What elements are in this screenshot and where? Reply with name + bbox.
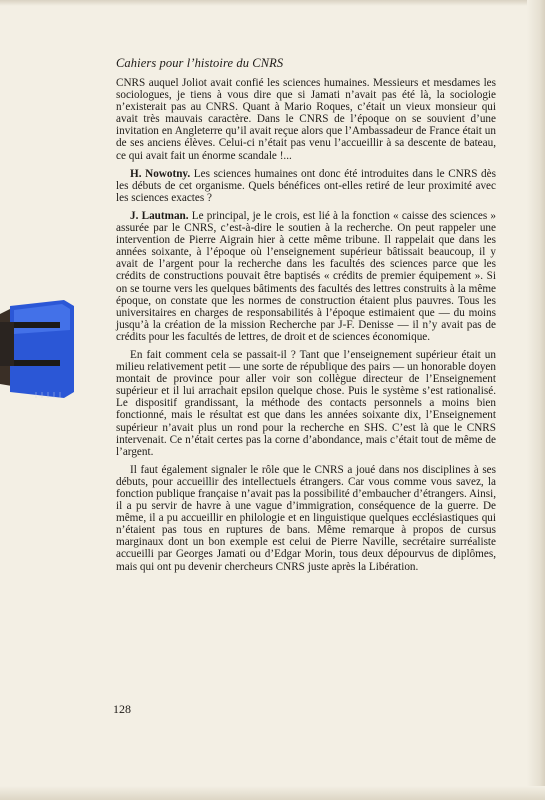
paragraph-3 [116, 210, 496, 343]
body-text [116, 77, 496, 579]
paragraph-text: Les sciences humaines ont donc été introduites dans le CNRS dès les débuts de cet organisme. Quels bénéfices ont-elles retiré de leur proximité avec les sciences exactes ? [116, 167, 496, 204]
paragraph-text: Il faut également signaler le rôle que le CNRS a joué dans nos disciplines à ses débuts, pour accueillir des intellectuels étrangers. Car vous comme vous savez, la fonction publique française n’avait pas la possibilité d’embaucher d’étrangers. Ainsi, il a pu servir de havre à une vague d’immigration, conséquence de la guerre. De même, il a pu accueillir en philologie et en linguistique quelques ecclésiastiques qui n’étaient pas tous en ruptures de bans. Même remarque à propos de cursus marginaux dont un bon exemple est celui de Pierre Naville, secrétaire surréaliste accueilli par Georges Jamati ou d’Edgar Morin, tous deux dépourvus de diplômes, mais qui ont pu devenir chercheurs CNRS juste après la Libération. [116, 463, 496, 573]
paragraph-text: CNRS auquel Joliot avait confié les sciences humaines. Messieurs et mesdames les sociologues, je tiens à vous dire que si Jamati n’avait pas été là, la sociologie n’existerait pas au CNRS. Quant à Mario Roques, c’était un vieux monsieur qui avait très mauvais caractère. Dans le CNRS de l’époque on se souvient d’une invitation en Angleterre qu’il avait reçue alors que l’Ambassadeur de France était un de ses anciens élèves. Celui-ci n’était pas venu l’accueillir à sa descente de bateau, ce qui avait fait un énorme scandale !... [116, 77, 496, 162]
paragraph-5 [116, 464, 496, 573]
paragraph-2 [116, 168, 496, 204]
page-number: 128 [113, 702, 131, 716]
paragraph-4 [116, 349, 496, 458]
page-edge-top [0, 0, 545, 6]
clip-handle [0, 322, 14, 366]
running-head: Cahiers pour l’histoire du CNRS [116, 56, 284, 70]
speaker-name: H. Nowotny. [130, 167, 191, 180]
paragraph-text: Le principal, je le crois, est lié à la fonction « caisse des sciences » assurée par le CNRS, c’est-à-dire le soutien à la recherche. On peut rappeler une intervention de Pierre Aigrain hier à cette même tribune. Il rappelait que dans les années soixante, à l’époque où l’enseignement supérieur bâtissait beaucoup, il y avait de l’argent pour la recherche dans les facultés des sciences parce que les crédits de constructions pouvait être baptisés « crédits de premier équipement ». Si on se tourne vers les quelques bâtiments des facultés des lettres construits à la même époque, on constate que les normes de construction étaient plus pauvres. Tous les universitaires en charges de responsabilités à l’époque estimaient que — du moins jusqu’à la création de la mission Recherche par J-F. Denisse — il n’y avait pas de crédits pour les facultés de lettres, de droit et de sciences économique. [116, 209, 496, 343]
page-edge-right [527, 0, 545, 800]
paragraph-1 [116, 77, 496, 162]
page-edge-bottom [0, 786, 545, 800]
binder-clip [0, 300, 78, 400]
paragraph-text: En fait comment cela se passait-il ? Tant que l’enseignement supérieur était un milieu relativement petit — une sorte de république des pairs — un honorable doyen montait de province pour aller voir son collègue directeur de l’Enseignement supérieur et il lui arrachait epsilon quelque chose. Puis le système s’est rationalisé. Le dispositif grandissant, la méthode des contacts personnels a moins bien fonctionné, mais le résultat est que dans les années soixante dix, l’Enseignement supérieur n’avait plus un rond pour la recherche en SHS. C’est là que le CNRS intervenait. Ce n’était certes pas la corne d’abondance, mais c’était tout de même de l’argent. [116, 348, 496, 458]
speaker-name: J. Lautman. [130, 209, 189, 222]
